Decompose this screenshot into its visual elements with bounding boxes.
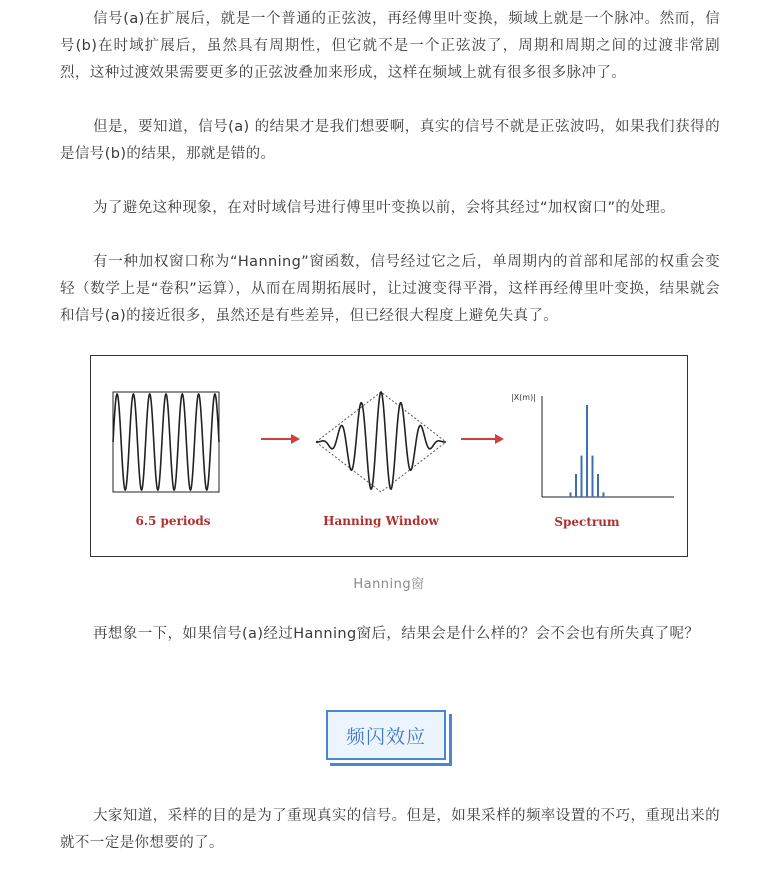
spectrum-label: Spectrum: [554, 515, 620, 529]
sine-wave: [113, 394, 219, 490]
paragraph-hanning: 有一种加权窗口称为“Hanning”窗函数，信号经过它之后，单周期内的首部和尾部的权重会变轻（数学上是“卷积”运算），从而在周期拓展时，让过渡变得平滑，这样再经傅里叶变换，结果就会和信号(a)的接近很多，虽然还是有些差异，但已经很大程度上避免失真了。: [60, 254, 720, 324]
hanning-wave: [316, 392, 446, 489]
section-heading: [326, 710, 452, 766]
section-heading-title: 频闪效应: [326, 710, 446, 760]
spectrum-bars: [571, 405, 604, 497]
arrow-right-icon: [461, 434, 504, 444]
hanning-label: Hanning Window: [323, 514, 439, 528]
arrow-right-icon: [261, 434, 300, 444]
spectrum-axis-label: |X(m)|: [511, 393, 536, 402]
paragraph-sampling: 大家知道，采样的目的是为了重现真实的信号。但是，如果采样的频率设置的不巧，重现出来的就不一定是你想要的了。: [60, 808, 720, 851]
paragraph-expansion: 信号(a)在扩展后，就是一个普通的正弦波，再经傅里叶变换，频域上就是一个脉冲。然而，信号(b)在时域扩展后，虽然具有周期性，但它就不是一个正弦波了，周期和周期之间的过渡非常剧烈，这种过渡效果需要更多的正弦波叠加来形成，这样在频域上就有很多很多脉冲了。: [60, 11, 720, 81]
figure-caption: Hanning窗: [353, 577, 425, 592]
periods-label: 6.5 periods: [135, 514, 211, 528]
hanning-figure: [90, 355, 688, 557]
paragraph-question: 再想象一下，如果信号(a)经过Hanning窗后，结果会是什么样的？会不会也有所失真了呢？: [93, 626, 700, 642]
paragraph-window-intro: 为了避免这种现象，在对时域信号进行傅里叶变换以前，会将其经过“加权窗口”的处理。: [93, 200, 676, 216]
paragraph-signal-a: 但是，要知道，信号(a) 的结果才是我们想要啊，真实的信号不就是正弦波吗，如果我们获得的是信号(b)的结果，那就是错的。: [60, 119, 720, 162]
hanning-diagram: [91, 356, 687, 556]
